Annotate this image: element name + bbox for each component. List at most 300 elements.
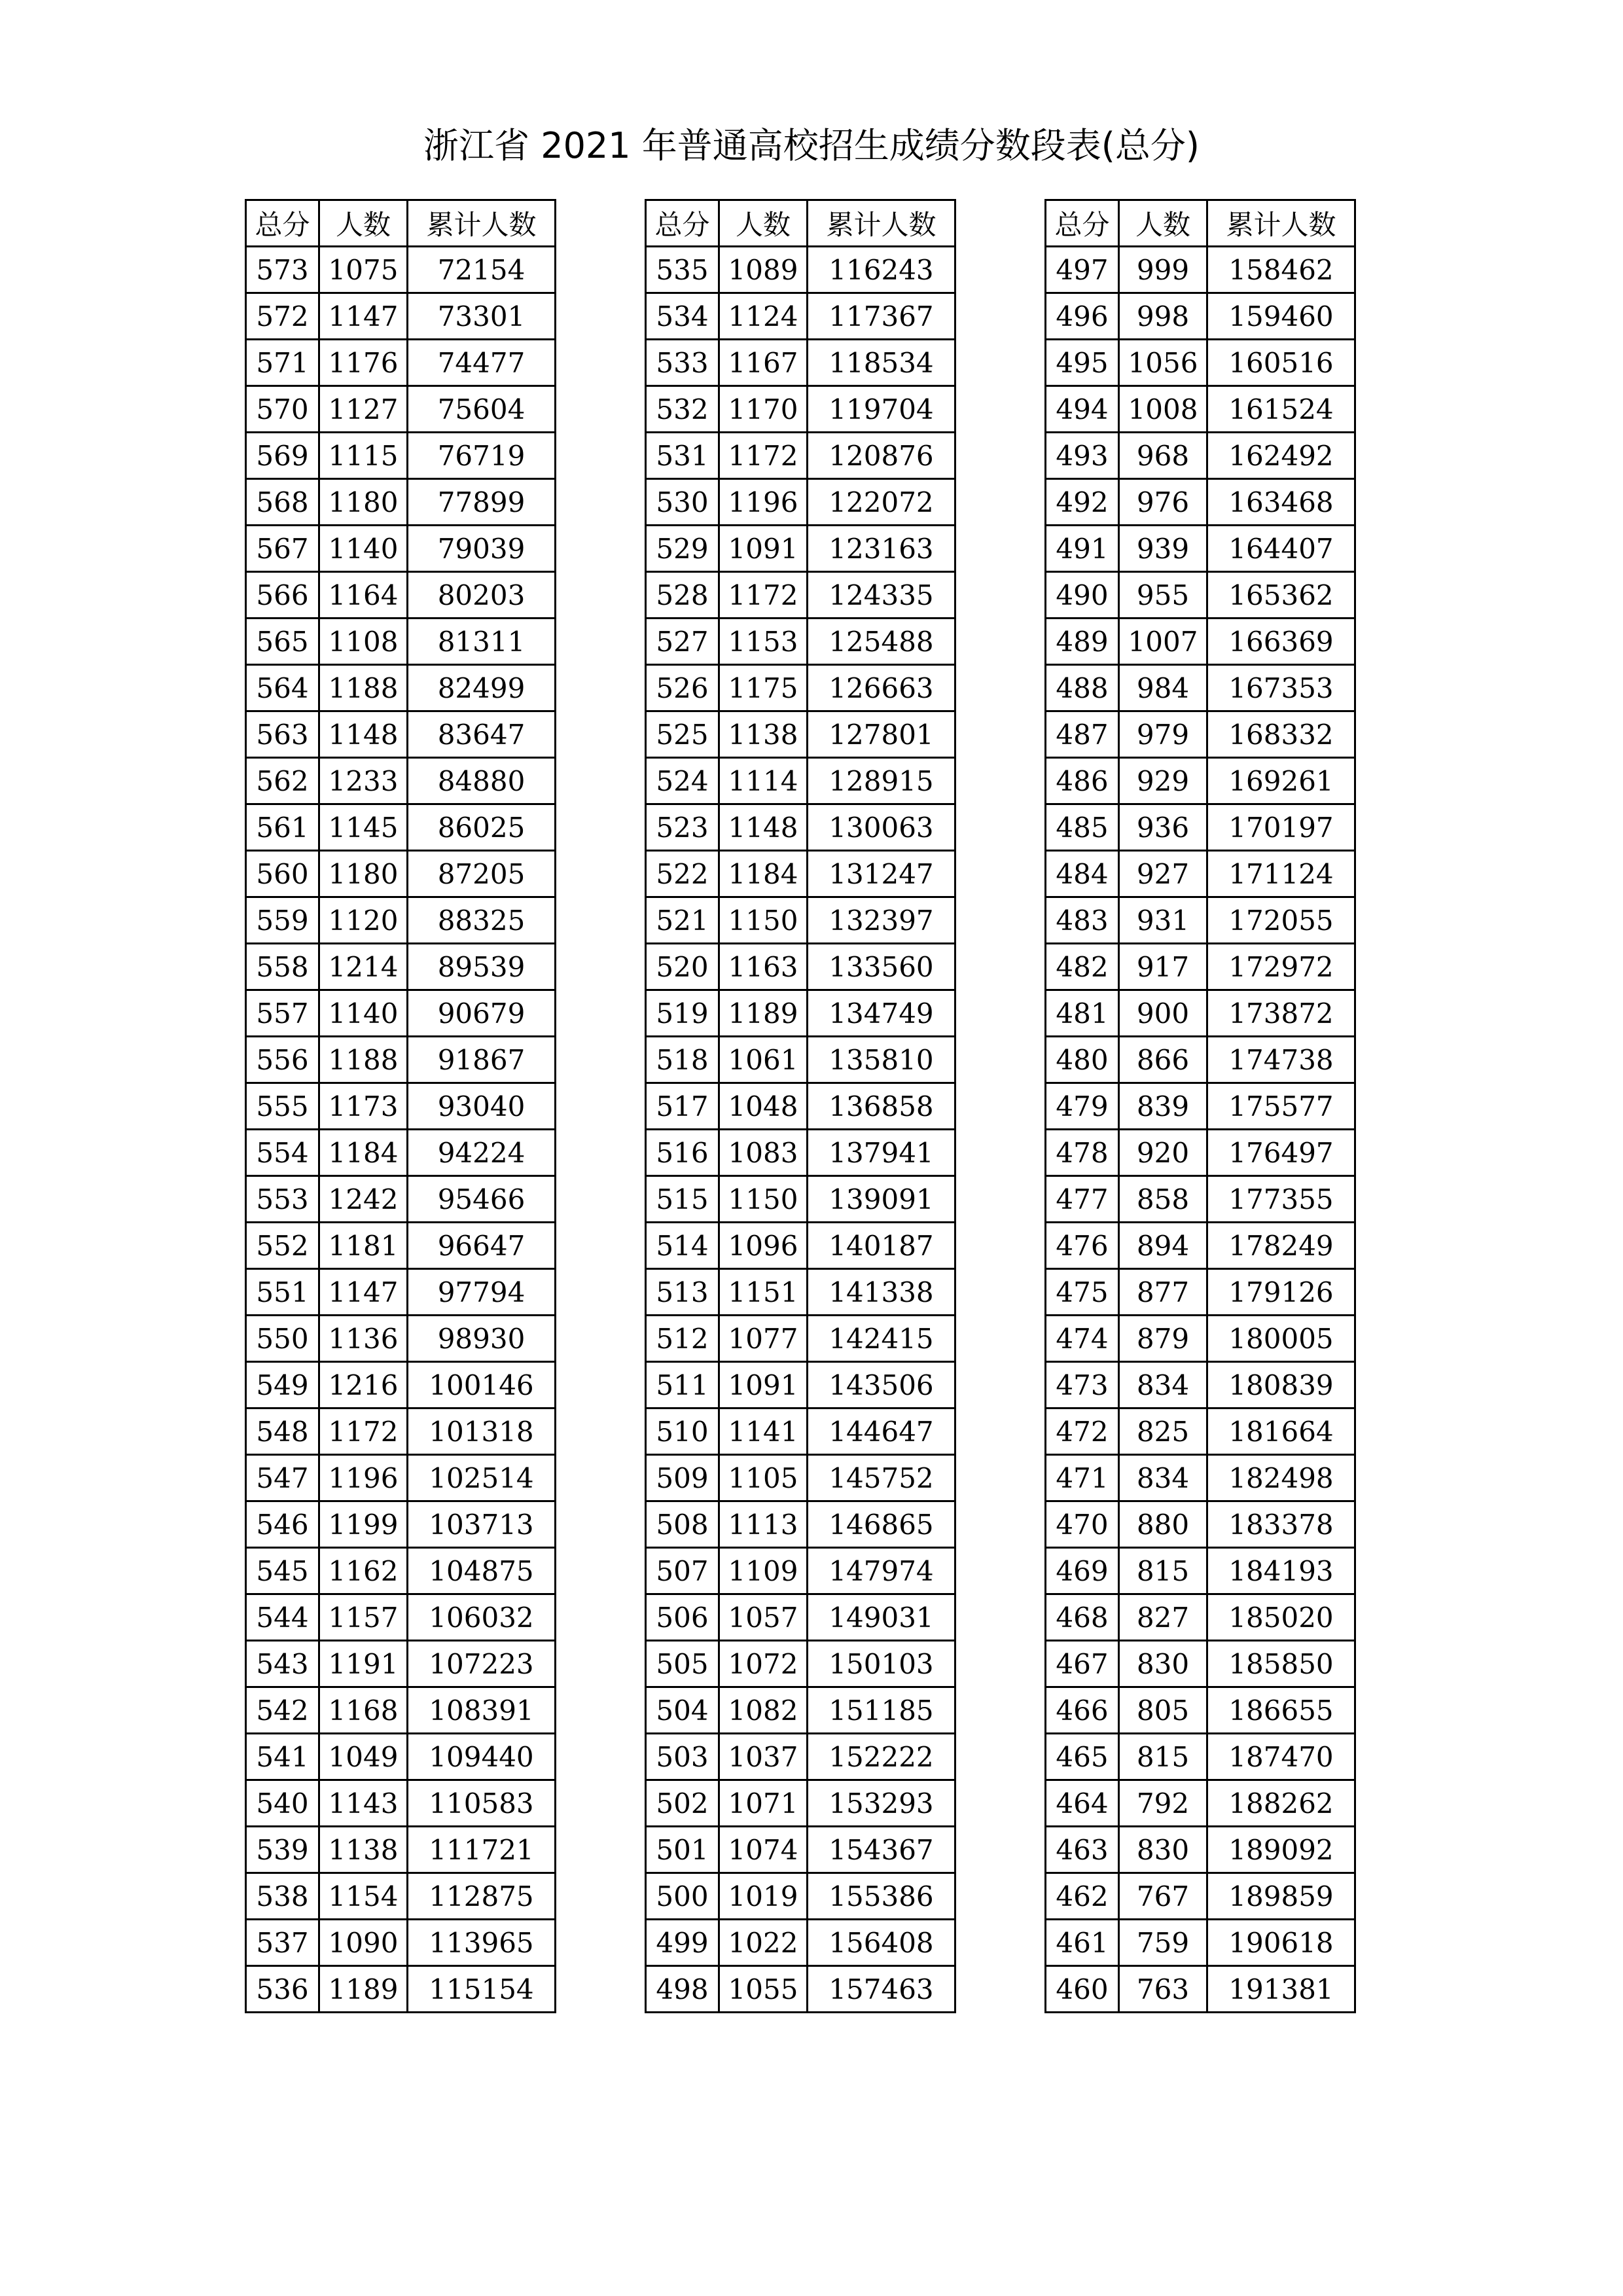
cumulative-cell: 102514 xyxy=(408,1455,556,1501)
cumulative-cell: 77899 xyxy=(408,479,556,526)
cumulative-cell: 154367 xyxy=(808,1827,955,1873)
cumulative-cell: 86025 xyxy=(408,804,556,851)
score-cell: 521 xyxy=(646,897,719,944)
score-cell: 470 xyxy=(1046,1501,1119,1548)
cumulative-cell: 104875 xyxy=(408,1548,556,1594)
count-cell: 763 xyxy=(1119,1966,1207,2013)
table-row xyxy=(646,526,955,572)
table-row xyxy=(1046,619,1355,665)
cumulative-cell: 162492 xyxy=(1207,433,1355,479)
table-row xyxy=(646,340,955,386)
count-cell: 1216 xyxy=(319,1362,408,1408)
count-cell: 1147 xyxy=(319,1269,408,1316)
cumulative-cell: 133560 xyxy=(808,944,955,990)
cumulative-cell: 189092 xyxy=(1207,1827,1355,1873)
table-row xyxy=(1046,990,1355,1037)
count-cell: 792 xyxy=(1119,1780,1207,1827)
cumulative-cell: 180839 xyxy=(1207,1362,1355,1408)
cumulative-cell: 171124 xyxy=(1207,851,1355,897)
count-cell: 1180 xyxy=(319,479,408,526)
cumulative-cell: 161524 xyxy=(1207,386,1355,433)
count-cell: 1175 xyxy=(719,665,808,711)
table-row xyxy=(1046,804,1355,851)
cumulative-cell: 165362 xyxy=(1207,572,1355,619)
score-cell: 479 xyxy=(1046,1083,1119,1130)
count-cell: 1153 xyxy=(719,619,808,665)
count-cell: 1233 xyxy=(319,758,408,804)
page-title: 浙江省 2021 年普通高校招生成绩分数段表(总分) xyxy=(423,125,1200,166)
score-cell: 475 xyxy=(1046,1269,1119,1316)
header-cumulative: 累计人数 xyxy=(408,200,556,247)
table-row xyxy=(1046,1594,1355,1641)
count-cell: 1049 xyxy=(319,1734,408,1780)
cumulative-cell: 166369 xyxy=(1207,619,1355,665)
table-row xyxy=(1046,944,1355,990)
score-cell: 472 xyxy=(1046,1408,1119,1455)
count-cell: 976 xyxy=(1119,479,1207,526)
table-row xyxy=(1046,1687,1355,1734)
table-row xyxy=(1046,386,1355,433)
count-cell: 1136 xyxy=(319,1316,408,1362)
cumulative-cell: 120876 xyxy=(808,433,955,479)
cumulative-cell: 79039 xyxy=(408,526,556,572)
cumulative-cell: 90679 xyxy=(408,990,556,1037)
table-row xyxy=(1046,897,1355,944)
table-row xyxy=(246,572,556,619)
count-cell: 1184 xyxy=(719,851,808,897)
cumulative-cell: 72154 xyxy=(408,247,556,293)
table-row xyxy=(646,665,955,711)
score-cell: 506 xyxy=(646,1594,719,1641)
table-row xyxy=(1046,1083,1355,1130)
count-cell: 1048 xyxy=(719,1083,808,1130)
score-cell: 476 xyxy=(1046,1223,1119,1269)
score-cell: 533 xyxy=(646,340,719,386)
table-row xyxy=(1046,1873,1355,1920)
count-cell: 917 xyxy=(1119,944,1207,990)
cumulative-cell: 164407 xyxy=(1207,526,1355,572)
score-cell: 570 xyxy=(246,386,319,433)
count-cell: 1191 xyxy=(319,1641,408,1687)
score-table-3 xyxy=(1044,199,1356,2013)
cumulative-cell: 81311 xyxy=(408,619,556,665)
cumulative-cell: 190618 xyxy=(1207,1920,1355,1966)
header-count: 人数 xyxy=(719,200,808,247)
cumulative-cell: 150103 xyxy=(808,1641,955,1687)
table-row xyxy=(246,711,556,758)
cumulative-cell: 182498 xyxy=(1207,1455,1355,1501)
table-row xyxy=(646,1501,955,1548)
score-cell: 551 xyxy=(246,1269,319,1316)
score-cell: 483 xyxy=(1046,897,1119,944)
score-cell: 566 xyxy=(246,572,319,619)
score-cell: 515 xyxy=(646,1176,719,1223)
count-cell: 830 xyxy=(1119,1827,1207,1873)
count-cell: 1189 xyxy=(719,990,808,1037)
score-cell: 538 xyxy=(246,1873,319,1920)
cumulative-cell: 174738 xyxy=(1207,1037,1355,1083)
cumulative-cell: 125488 xyxy=(808,619,955,665)
count-cell: 931 xyxy=(1119,897,1207,944)
cumulative-cell: 186655 xyxy=(1207,1687,1355,1734)
table-row xyxy=(646,944,955,990)
cumulative-cell: 73301 xyxy=(408,293,556,340)
count-cell: 830 xyxy=(1119,1641,1207,1687)
score-cell: 467 xyxy=(1046,1641,1119,1687)
count-cell: 1143 xyxy=(319,1780,408,1827)
score-cell: 463 xyxy=(1046,1827,1119,1873)
score-cell: 491 xyxy=(1046,526,1119,572)
count-cell: 1163 xyxy=(719,944,808,990)
count-cell: 1150 xyxy=(719,897,808,944)
table-row xyxy=(246,1641,556,1687)
table-row xyxy=(1046,1408,1355,1455)
table-row xyxy=(1046,1827,1355,1873)
table-row xyxy=(646,1594,955,1641)
score-cell: 520 xyxy=(646,944,719,990)
count-cell: 1089 xyxy=(719,247,808,293)
score-cell: 484 xyxy=(1046,851,1119,897)
score-cell: 498 xyxy=(646,1966,719,2013)
count-cell: 900 xyxy=(1119,990,1207,1037)
cumulative-cell: 91867 xyxy=(408,1037,556,1083)
score-cell: 514 xyxy=(646,1223,719,1269)
cumulative-cell: 100146 xyxy=(408,1362,556,1408)
table-row xyxy=(1046,433,1355,479)
table-row xyxy=(246,293,556,340)
cumulative-cell: 131247 xyxy=(808,851,955,897)
cumulative-cell: 88325 xyxy=(408,897,556,944)
score-cell: 531 xyxy=(646,433,719,479)
table-row xyxy=(646,1362,955,1408)
count-cell: 1141 xyxy=(719,1408,808,1455)
cumulative-cell: 115154 xyxy=(408,1966,556,2013)
table-row xyxy=(246,1083,556,1130)
score-cell: 492 xyxy=(1046,479,1119,526)
table-row xyxy=(1046,293,1355,340)
table-row xyxy=(246,897,556,944)
table-row xyxy=(1046,1130,1355,1176)
score-cell: 511 xyxy=(646,1362,719,1408)
score-cell: 500 xyxy=(646,1873,719,1920)
cumulative-cell: 80203 xyxy=(408,572,556,619)
table-row xyxy=(646,1408,955,1455)
score-cell: 571 xyxy=(246,340,319,386)
header-score: 总分 xyxy=(246,200,319,247)
score-cell: 510 xyxy=(646,1408,719,1455)
table-row xyxy=(246,758,556,804)
cumulative-cell: 124335 xyxy=(808,572,955,619)
table-row xyxy=(646,1455,955,1501)
cumulative-cell: 126663 xyxy=(808,665,955,711)
table-row xyxy=(1046,1176,1355,1223)
cumulative-cell: 141338 xyxy=(808,1269,955,1316)
table-row xyxy=(1046,1548,1355,1594)
score-cell: 516 xyxy=(646,1130,719,1176)
table-row xyxy=(1046,758,1355,804)
score-cell: 555 xyxy=(246,1083,319,1130)
score-cell: 462 xyxy=(1046,1873,1119,1920)
cumulative-cell: 159460 xyxy=(1207,293,1355,340)
count-cell: 1180 xyxy=(319,851,408,897)
score-cell: 550 xyxy=(246,1316,319,1362)
table-row xyxy=(646,990,955,1037)
cumulative-cell: 168332 xyxy=(1207,711,1355,758)
table-row xyxy=(646,1920,955,1966)
count-cell: 929 xyxy=(1119,758,1207,804)
cumulative-cell: 96647 xyxy=(408,1223,556,1269)
table-row xyxy=(646,1966,955,2013)
score-cell: 563 xyxy=(246,711,319,758)
score-cell: 561 xyxy=(246,804,319,851)
header-cumulative: 累计人数 xyxy=(1207,200,1355,247)
count-cell: 1056 xyxy=(1119,340,1207,386)
cumulative-cell: 74477 xyxy=(408,340,556,386)
table-row xyxy=(646,1176,955,1223)
cumulative-cell: 106032 xyxy=(408,1594,556,1641)
count-cell: 1184 xyxy=(319,1130,408,1176)
cumulative-cell: 156408 xyxy=(808,1920,955,1966)
cumulative-cell: 184193 xyxy=(1207,1548,1355,1594)
count-cell: 805 xyxy=(1119,1687,1207,1734)
cumulative-cell: 172972 xyxy=(1207,944,1355,990)
count-cell: 834 xyxy=(1119,1455,1207,1501)
table-row xyxy=(646,572,955,619)
table-row xyxy=(246,1408,556,1455)
count-cell: 1154 xyxy=(319,1873,408,1920)
cumulative-cell: 136858 xyxy=(808,1083,955,1130)
table-row xyxy=(246,1687,556,1734)
score-cell: 554 xyxy=(246,1130,319,1176)
count-cell: 1164 xyxy=(319,572,408,619)
table-row xyxy=(646,1037,955,1083)
score-cell: 525 xyxy=(646,711,719,758)
count-cell: 1196 xyxy=(319,1455,408,1501)
cumulative-cell: 188262 xyxy=(1207,1780,1355,1827)
count-cell: 1188 xyxy=(319,665,408,711)
score-cell: 505 xyxy=(646,1641,719,1687)
score-cell: 537 xyxy=(246,1920,319,1966)
score-cell: 556 xyxy=(246,1037,319,1083)
cumulative-cell: 143506 xyxy=(808,1362,955,1408)
count-cell: 1091 xyxy=(719,526,808,572)
cumulative-cell: 152222 xyxy=(808,1734,955,1780)
cumulative-cell: 183378 xyxy=(1207,1501,1355,1548)
count-cell: 1061 xyxy=(719,1037,808,1083)
table-row xyxy=(1046,1966,1355,2013)
cumulative-cell: 155386 xyxy=(808,1873,955,1920)
cumulative-cell: 76719 xyxy=(408,433,556,479)
table-row xyxy=(646,711,955,758)
cumulative-cell: 145752 xyxy=(808,1455,955,1501)
count-cell: 1140 xyxy=(319,990,408,1037)
count-cell: 1168 xyxy=(319,1687,408,1734)
score-cell: 547 xyxy=(246,1455,319,1501)
cumulative-cell: 97794 xyxy=(408,1269,556,1316)
cumulative-cell: 111721 xyxy=(408,1827,556,1873)
count-cell: 1091 xyxy=(719,1362,808,1408)
cumulative-cell: 110583 xyxy=(408,1780,556,1827)
cumulative-cell: 101318 xyxy=(408,1408,556,1455)
count-cell: 1071 xyxy=(719,1780,808,1827)
cumulative-cell: 94224 xyxy=(408,1130,556,1176)
table-row xyxy=(646,386,955,433)
score-cell: 517 xyxy=(646,1083,719,1130)
count-cell: 879 xyxy=(1119,1316,1207,1362)
cumulative-cell: 128915 xyxy=(808,758,955,804)
table-row xyxy=(1046,851,1355,897)
cumulative-cell: 151185 xyxy=(808,1687,955,1734)
table-row xyxy=(246,1920,556,1966)
table-row xyxy=(246,1873,556,1920)
score-cell: 496 xyxy=(1046,293,1119,340)
count-cell: 1176 xyxy=(319,340,408,386)
score-cell: 469 xyxy=(1046,1548,1119,1594)
table-row xyxy=(246,804,556,851)
cumulative-cell: 177355 xyxy=(1207,1176,1355,1223)
count-cell: 1074 xyxy=(719,1827,808,1873)
score-cell: 534 xyxy=(646,293,719,340)
score-cell: 502 xyxy=(646,1780,719,1827)
cumulative-cell: 108391 xyxy=(408,1687,556,1734)
cumulative-cell: 130063 xyxy=(808,804,955,851)
score-cell: 535 xyxy=(646,247,719,293)
cumulative-cell: 122072 xyxy=(808,479,955,526)
table-row xyxy=(246,1966,556,2013)
count-cell: 1090 xyxy=(319,1920,408,1966)
count-cell: 955 xyxy=(1119,572,1207,619)
count-cell: 815 xyxy=(1119,1734,1207,1780)
table-row xyxy=(246,479,556,526)
score-cell: 559 xyxy=(246,897,319,944)
count-cell: 1075 xyxy=(319,247,408,293)
count-cell: 1105 xyxy=(719,1455,808,1501)
score-cell: 540 xyxy=(246,1780,319,1827)
count-cell: 877 xyxy=(1119,1269,1207,1316)
score-cell: 477 xyxy=(1046,1176,1119,1223)
table-row xyxy=(246,386,556,433)
count-cell: 1055 xyxy=(719,1966,808,2013)
count-cell: 759 xyxy=(1119,1920,1207,1966)
table-row xyxy=(1046,1223,1355,1269)
count-cell: 1096 xyxy=(719,1223,808,1269)
table-row xyxy=(646,1548,955,1594)
cumulative-cell: 149031 xyxy=(808,1594,955,1641)
score-cell: 524 xyxy=(646,758,719,804)
score-cell: 509 xyxy=(646,1455,719,1501)
count-cell: 1151 xyxy=(719,1269,808,1316)
cumulative-cell: 119704 xyxy=(808,386,955,433)
count-cell: 1108 xyxy=(319,619,408,665)
table-row xyxy=(246,1037,556,1083)
header-count: 人数 xyxy=(319,200,408,247)
score-cell: 572 xyxy=(246,293,319,340)
table-row xyxy=(1046,1455,1355,1501)
count-cell: 858 xyxy=(1119,1176,1207,1223)
table-row xyxy=(646,804,955,851)
cumulative-cell: 113965 xyxy=(408,1920,556,1966)
score-cell: 474 xyxy=(1046,1316,1119,1362)
score-cell: 565 xyxy=(246,619,319,665)
count-cell: 815 xyxy=(1119,1548,1207,1594)
score-cell: 558 xyxy=(246,944,319,990)
score-table-2 xyxy=(645,199,956,2013)
count-cell: 920 xyxy=(1119,1130,1207,1176)
cumulative-cell: 137941 xyxy=(808,1130,955,1176)
count-cell: 1127 xyxy=(319,386,408,433)
table-row xyxy=(246,340,556,386)
table-row xyxy=(1046,340,1355,386)
score-cell: 562 xyxy=(246,758,319,804)
count-cell: 1124 xyxy=(719,293,808,340)
table-row xyxy=(646,1130,955,1176)
score-cell: 488 xyxy=(1046,665,1119,711)
score-cell: 523 xyxy=(646,804,719,851)
table-row xyxy=(646,433,955,479)
count-cell: 1082 xyxy=(719,1687,808,1734)
score-cell: 529 xyxy=(646,526,719,572)
cumulative-cell: 169261 xyxy=(1207,758,1355,804)
count-cell: 1242 xyxy=(319,1176,408,1223)
count-cell: 825 xyxy=(1119,1408,1207,1455)
count-cell: 1172 xyxy=(319,1408,408,1455)
cumulative-cell: 180005 xyxy=(1207,1316,1355,1362)
table-row xyxy=(246,1455,556,1501)
table-row xyxy=(246,1362,556,1408)
table-row xyxy=(1046,479,1355,526)
score-cell: 482 xyxy=(1046,944,1119,990)
table-row xyxy=(246,944,556,990)
count-cell: 827 xyxy=(1119,1594,1207,1641)
cumulative-cell: 112875 xyxy=(408,1873,556,1920)
score-table-1 xyxy=(245,199,556,2013)
count-cell: 1140 xyxy=(319,526,408,572)
score-cell: 532 xyxy=(646,386,719,433)
score-cell: 530 xyxy=(646,479,719,526)
cumulative-cell: 87205 xyxy=(408,851,556,897)
score-cell: 543 xyxy=(246,1641,319,1687)
table-row xyxy=(646,293,955,340)
score-cell: 478 xyxy=(1046,1130,1119,1176)
score-cell: 464 xyxy=(1046,1780,1119,1827)
score-cell: 499 xyxy=(646,1920,719,1966)
cumulative-cell: 158462 xyxy=(1207,247,1355,293)
score-cell: 557 xyxy=(246,990,319,1037)
score-cell: 485 xyxy=(1046,804,1119,851)
table-row xyxy=(646,1780,955,1827)
score-cell: 473 xyxy=(1046,1362,1119,1408)
table-row xyxy=(246,526,556,572)
table-row xyxy=(246,665,556,711)
table-row xyxy=(646,1316,955,1362)
cumulative-cell: 160516 xyxy=(1207,340,1355,386)
score-cell: 549 xyxy=(246,1362,319,1408)
count-cell: 866 xyxy=(1119,1037,1207,1083)
score-cell: 518 xyxy=(646,1037,719,1083)
score-cell: 493 xyxy=(1046,433,1119,479)
cumulative-cell: 167353 xyxy=(1207,665,1355,711)
score-cell: 481 xyxy=(1046,990,1119,1037)
table-row xyxy=(246,1176,556,1223)
cumulative-cell: 147974 xyxy=(808,1548,955,1594)
cumulative-cell: 118534 xyxy=(808,340,955,386)
table-row xyxy=(646,1269,955,1316)
count-cell: 1113 xyxy=(719,1501,808,1548)
count-cell: 1007 xyxy=(1119,619,1207,665)
score-cell: 460 xyxy=(1046,1966,1119,2013)
count-cell: 1172 xyxy=(719,572,808,619)
score-cell: 564 xyxy=(246,665,319,711)
